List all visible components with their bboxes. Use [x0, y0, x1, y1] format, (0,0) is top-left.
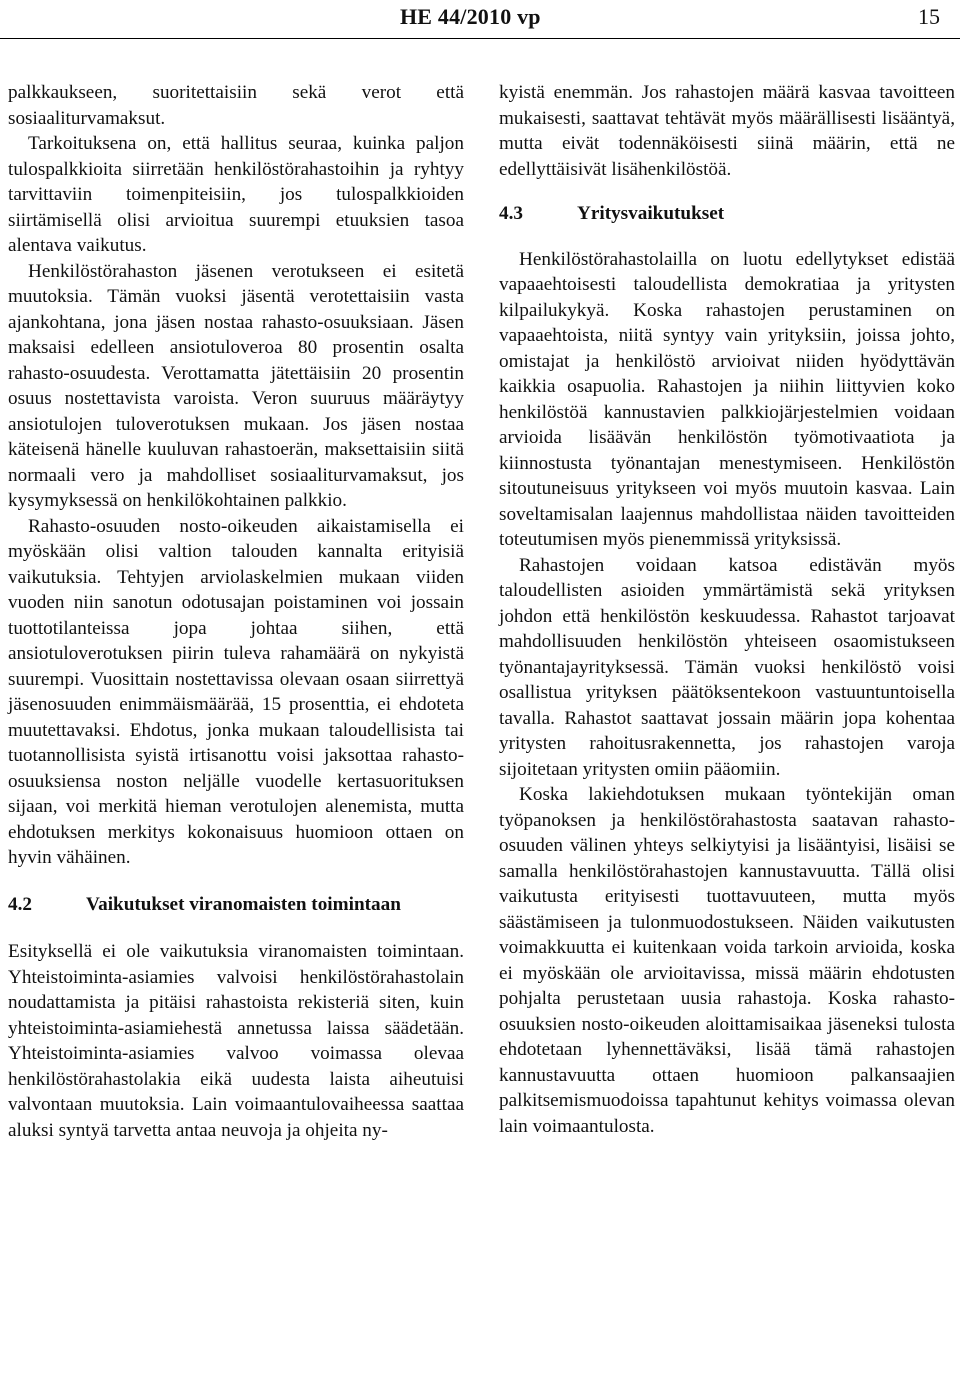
paragraph: palkkaukseen, suoritettaisiin sekä verot että sosiaaliturvamaksut.: [8, 82, 464, 129]
page-header: [0, 0, 960, 40]
paragraph: Henkilöstörahastolailla on luotu edellytykset edistää vapaaehtoisesti taloudellista demokratiaa ja yritysten kilpailukykyä. Koska rahastojen perustaminen on vapaaehtoista, niitä syntyy vain yrityksiin, joissa johto, omistajat ja henkilöstö arvioivat niiden hyödyttävän kaikkia osapuolia. Rahastojen ja niihin liittyvien koko henkilöstöä kannustavien palkkiojärjestelmien voidaan arvioida lisäävän henkilöstön työmotivaatiota ja kiinnostusta työnantajan menestymiseen. Henkilöstön sitoutuneisuus yritykseen voi myös muutoin kasvaa. Lain soveltamisalan laajennus mahdollistaa näiden tavoitteiden toteutumisen myös pienemmissä yrityksissä.: [499, 248, 955, 550]
section-title: Vaikutukset viranomaisten toimintaan: [86, 893, 401, 915]
paragraph: kyistä enemmän. Jos rahastojen määrä kasvaa tavoitteen mukaisesti, saattavat tehtävät myös määrällisesti lisääntyä, mutta eivät todennäköisesti siinä määrin, että ne edellyttäisivät lisähenkilöstöä.: [499, 82, 955, 180]
section-title: Yritysvaikutukset: [577, 203, 725, 224]
page-number: 15: [918, 4, 940, 29]
section-number: 4.3: [499, 203, 523, 224]
paragraph: Tarkoituksena on, että hallitus seuraa, kuinka paljon tulospalkkioita siirretään henkilöstörahastoihin ja ryhtyy tarvittaviin toimenpiteisiin, jos tulospalkkioiden siirtämisellä olisi arvioitua suurempi etuuksien tasoa alentava vaikutus.: [8, 133, 464, 256]
paragraph: Koska lakiehdotuksen mukaan työntekijän oman työpanoksen ja henkilöstörahastosta saatavan rahasto-osuuden välinen yhteys selkiytyisi ja lisääntyisi, lisäisi se samalla henkilöstörahastojen kannustavuutta. Tällä olisi vaikutusta erityisesti tuottavuuteen, mutta myös säästämiseen ja tulonmuodostukseen. Näiden vaikutusten voimakkuutta ei kuitenkaan voida tarkoin arvioida, koska ei myöskään ole arvioitavissa, missä määrin ehdotusten pohjalta perustetaan uusia rahastoja. Koska rahasto-osuuksien nosto-oikeuden aloittamisaikaa jäseneksi tulosta ehdotetaan lyhennettäväksi, lisää tämä rahastojen kannustavuutta ottaen huomioon palkansaajien palkitsemismuodoissa tapahtunut kehitys voimassa olevan lain voimaantulosta.: [499, 784, 955, 1137]
document-id: HE 44/2010 vp: [400, 4, 541, 29]
right-column: [499, 80, 955, 1139]
paragraph: Rahastojen voidaan katsoa edistävän myös taloudellisten asioiden ymmärtämistä sekä yrityksen johdon että henkilöstön keskuudessa. Rahastot tarjoavat mahdollisuuden henkilöstön yhteiseen osaomistukseen työnantajayrityksessä. Tämän vuoksi henkilöstö voisi osallistua yrityksen päätöksentekoon vastuuntuntoisella tavalla. Rahastot saattavat jossain määrin jopa kohentaa yritysten rahoitusrakennetta, jos rahastojen varoja sijoitetaan yritysten omiin pääomiin.: [499, 554, 955, 780]
paragraph: Esityksellä ei ole vaikutuksia viranomaisten toimintaan. Yhteistoiminta-asiamies valvoisi henkilöstörahastolain noudattamista ja pitäisi rahastoista rekisteriä siten, kuin yhteistoiminta-asiamiehestä annetussa laissa säädetään. Yhteistoiminta-asiamies valvoo voimassa olevaa henkilöstörahastolakia eikä uudesta laista aiheutuisi valvontaan muutoksia. Lain voimaantulovaiheessa saattaa aluksi syntyä tarvetta antaa neuvoja ja ohjeita ny-: [8, 941, 464, 1141]
section-heading-4-3: [499, 201, 955, 227]
section-heading-4-2: [8, 892, 464, 918]
section-number: 4.2: [8, 893, 32, 915]
paragraph: Rahasto-osuuden nosto-oikeuden aikaistamisella ei myöskään olisi valtion talouden kannalta erityisiä vaikutuksia. Tehtyjen arviolaskelmien mukaan viiden vuoden niin sanotun odotusajan poistaminen voi jossain tuottotilanteissa jopa johtaa siihen, että ansiotuloverotuksen piirin tuleva rahamäärä on nykyistä suurempi. Vuosittain nostettavissa olevaan osaan siirrettyä jäsenosuuden enimmäismäärää, 15 prosenttia, ei ehdoteta muutettavaksi. Ehdotus, jonka mukaan taloudellisista tai tuotannollisista syistä irtisanottu voisi jaksottaa rahasto-osuuksiensa noston neljälle vuodelle kertasuorituksen sijaan, voi merkitä hieman verotulojen alenemista, mutta ehdotuksen merkitys kokonaisuus huomioon ottaen on hyvin vähäinen.: [8, 515, 464, 868]
paragraph: Henkilöstörahaston jäsenen verotukseen ei esitetä muutoksia. Tämän vuoksi jäsentä verotettaisiin vasta ajankohtana, jona jäsen nostaa rahasto-osuuksiaan. Jäsen maksaisi edelleen ansiotuloveroa 80 prosentin osalta rahasto-osuudesta. Verottamatta jätettäisiin 20 prosentin osuus nostettavista varoista. Veron suuruus määräytyy ansiotulojen tuloverotuksen mukaan. Jos jäsen nostaa käteisenä hänelle kuuluvan rahastoerän, maksettaisiin siitä normaali vero ja mahdolliset sosiaaliturvamaksut, jos kysymyksessä on henkilökohtainen palkkio.: [8, 260, 464, 511]
left-column: [8, 80, 464, 1143]
header-rule: [0, 38, 960, 39]
